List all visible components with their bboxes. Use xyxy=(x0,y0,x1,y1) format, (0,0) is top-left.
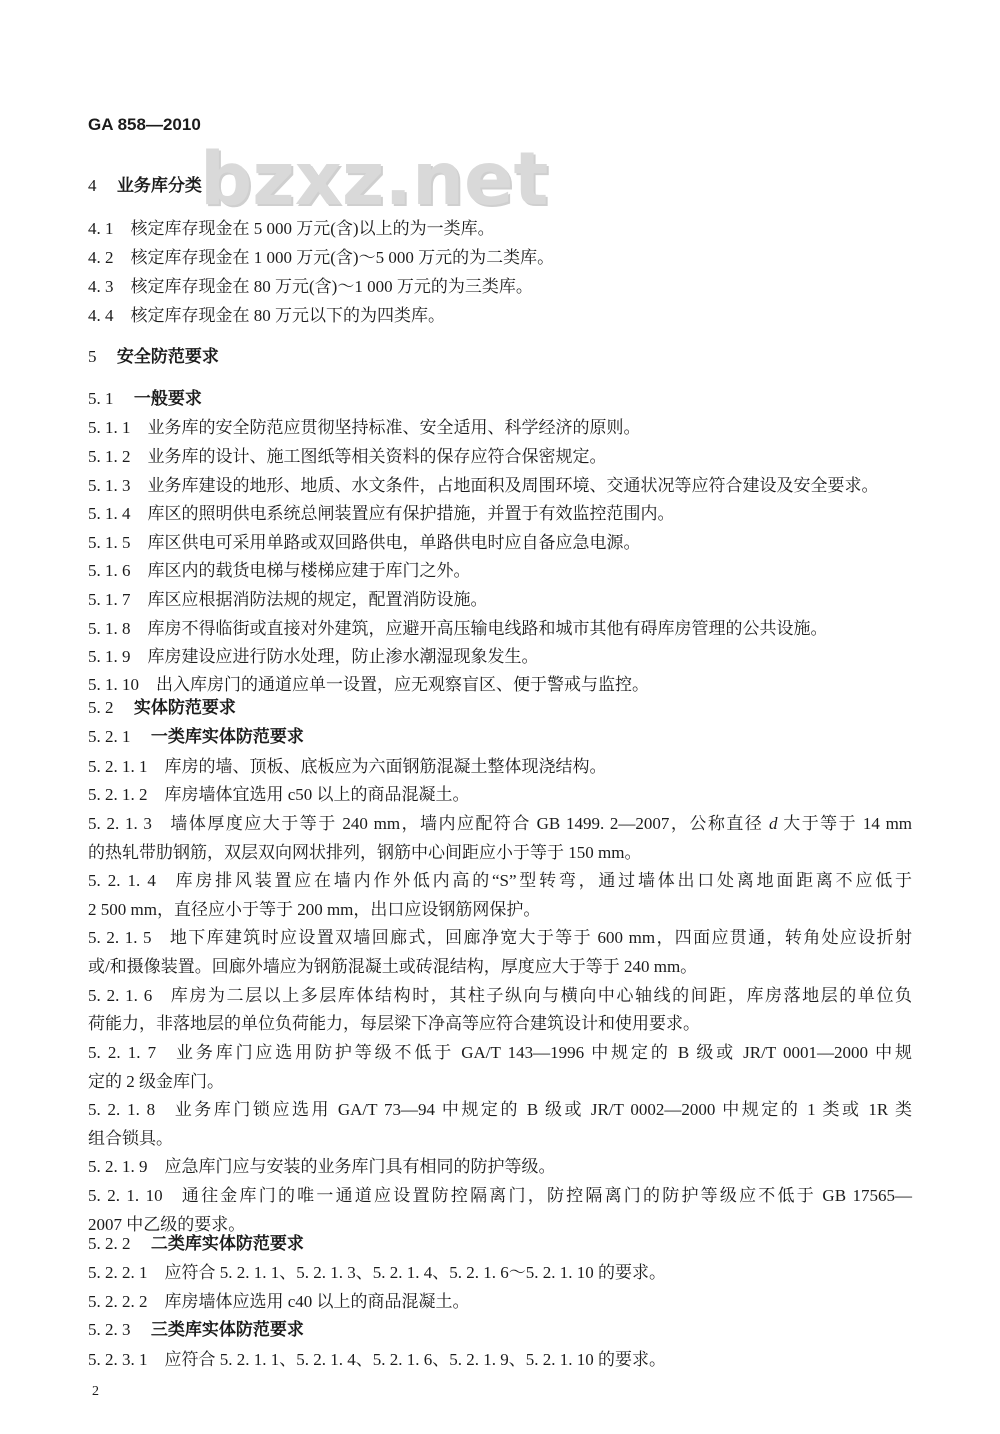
clause-4-4 xyxy=(88,302,445,330)
section-heading-5-2 xyxy=(88,694,236,722)
clause-number: 4. 1 xyxy=(88,219,114,238)
clause-text: 2007 中乙级的要求。 xyxy=(88,1215,246,1234)
clause-text: 的热轧带肋钢筋，双层双向网状排列，钢筋中心间距应小于等于 150 mm。 xyxy=(88,843,642,862)
clause-text: 库区应根据消防法规的规定，配置消防设施。 xyxy=(147,590,488,609)
section-title: 三类库实体防范要求 xyxy=(150,1320,304,1340)
clause-text: 业务库建设的地形、地质、水文条件，占地面积及周围环境、交通状况等应符合建设及安全要求。 xyxy=(147,476,879,495)
clause-5-2-1-4 xyxy=(88,867,912,895)
clause-5-1-5 xyxy=(88,529,641,557)
clause-number: 5. 1. 6 xyxy=(88,561,131,580)
clause-5-2-2-1 xyxy=(88,1259,666,1287)
clause-5-2-1-9 xyxy=(88,1153,556,1181)
section-heading-4 xyxy=(88,172,202,200)
clause-number: 4. 3 xyxy=(88,277,114,296)
clause-4-3 xyxy=(88,273,533,301)
clause-number: 5. 2. 1. 9 xyxy=(88,1157,148,1176)
clause-text: 库房建设应进行防水处理，防止渗水潮湿现象发生。 xyxy=(147,647,539,666)
clause-text: 核定库存现金在 1 000 万元(含)～5 000 万元的为二类库。 xyxy=(130,248,555,267)
clause-text: 墙体厚度应大于等于 240 mm，墙内应配符合 GB 1499. 2—2007，公称直径 xyxy=(168,814,769,833)
clause-number: 5. 1. 5 xyxy=(88,533,131,552)
clause-text: 库房为二层以上多层库体结构时，其柱子纵向与横向中心轴线的间距，库房落地层的单位负 xyxy=(169,986,913,1005)
section-number: 5. 1 xyxy=(88,389,114,408)
clause-text: 通往金库门的唯一通道应设置防控隔离门，防控隔离门的防护等级应不低于 GB 17565— xyxy=(179,1186,913,1205)
clause-text: 业务库的安全防范应贯彻坚持标准、安全适用、科学经济的原则。 xyxy=(147,418,641,437)
clause-5-2-1-3-continued xyxy=(88,839,641,867)
section-title: 二类库实体防范要求 xyxy=(150,1234,304,1254)
clause-number: 5. 2. 1. 6 xyxy=(88,986,153,1005)
clause-number: 5. 2. 1. 3 xyxy=(88,814,152,833)
clause-number: 5. 1. 4 xyxy=(88,504,131,523)
clause-5-2-1-7-continued xyxy=(88,1068,224,1096)
clause-text: 核定库存现金在 80 万元以下的为四类库。 xyxy=(130,306,445,325)
section-title: 实体防范要求 xyxy=(133,698,236,718)
clause-number: 5. 1. 1 xyxy=(88,418,131,437)
clause-5-1-3 xyxy=(88,472,879,500)
section-heading-5-2-3 xyxy=(88,1316,304,1344)
clause-number: 5. 2. 2. 1 xyxy=(88,1263,148,1282)
clause-text: 业务库门锁应选用 GA/T 73—94 中规定的 B 级或 JR/T 0002—2000 中规定的 1 类或 1R 类 xyxy=(172,1100,913,1119)
clause-text: 库区的照明供电系统总闸装置应有保护措施，并置于有效监控范围内。 xyxy=(147,504,675,523)
clause-text: 库房排风装置应在墙内作外低内高的“S”型转弯，通过墙体出口处离地面距离不应低于 xyxy=(172,871,913,890)
clause-text: 组合锁具。 xyxy=(88,1129,173,1148)
clause-5-2-1-5 xyxy=(88,924,912,952)
standard-code-header: GA 858—2010 xyxy=(88,115,201,134)
section-title: 安全防范要求 xyxy=(116,347,219,367)
clause-text: 库房墙体宜选用 c50 以上的商品混凝土。 xyxy=(164,785,470,804)
clause-5-2-3-1 xyxy=(88,1346,666,1374)
clause-5-2-1-2 xyxy=(88,781,470,809)
clause-text: 库房墙体应选用 c40 以上的商品混凝土。 xyxy=(164,1292,470,1311)
clause-number: 5. 2. 1. 7 xyxy=(88,1043,157,1062)
section-title: 一类库实体防范要求 xyxy=(150,727,304,747)
clause-number: 5. 2. 2. 2 xyxy=(88,1292,148,1311)
section-number: 4 xyxy=(88,176,97,195)
clause-number: 5. 2. 3. 1 xyxy=(88,1350,148,1369)
clause-number: 4. 2 xyxy=(88,248,114,267)
clause-5-2-1-6 xyxy=(88,982,912,1010)
clause-5-1-1 xyxy=(88,414,641,442)
clause-5-1-4 xyxy=(88,500,675,528)
section-number: 5 xyxy=(88,347,97,366)
clause-text: 库区内的载货电梯与楼梯应建于库门之外。 xyxy=(147,561,471,580)
clause-number: 4. 4 xyxy=(88,306,114,325)
clause-5-2-1-7 xyxy=(88,1039,912,1067)
clause-text: 大于等于 14 mm xyxy=(777,814,913,833)
section-heading-5-2-2 xyxy=(88,1230,304,1258)
section-heading-5 xyxy=(88,343,219,371)
clause-5-2-1-1 xyxy=(88,753,607,781)
clause-number: 5. 1. 9 xyxy=(88,647,131,666)
clause-text: 库区供电可采用单路或双回路供电，单路供电时应自备应急电源。 xyxy=(147,533,641,552)
clause-4-2 xyxy=(88,244,554,272)
clause-text: 地下库建筑时应设置双墙回廊式，回廊净宽大于等于 600 mm，四面应贯通，转角处应设折射 xyxy=(168,928,913,947)
clause-number: 5. 1. 10 xyxy=(88,675,139,694)
clause-5-1-8 xyxy=(88,615,828,643)
watermark: bzxz.net xyxy=(200,137,549,222)
clause-text: 应符合 5. 2. 1. 1、5. 2. 1. 4、5. 2. 1. 6、5. 2. 1. 9、5. 2. 1. 10 的要求。 xyxy=(164,1350,666,1369)
clause-number: 5. 1. 7 xyxy=(88,590,131,609)
clause-5-1-9 xyxy=(88,643,539,671)
clause-number: 5. 2. 1. 2 xyxy=(88,785,148,804)
clause-text: 2 500 mm，直径应小于等于 200 mm，出口应设钢筋网保护。 xyxy=(88,900,541,919)
clause-text: 库房的墙、顶板、底板应为六面钢筋混凝土整体现浇结构。 xyxy=(164,757,607,776)
clause-number: 5. 2. 1. 8 xyxy=(88,1100,156,1119)
clause-text: 核定库存现金在 5 000 万元(含)以上的为一类库。 xyxy=(130,219,495,238)
diameter-symbol: d xyxy=(769,814,778,833)
clause-5-2-1-10 xyxy=(88,1182,912,1210)
page-number: 2 xyxy=(92,1384,99,1399)
clause-number: 5. 1. 3 xyxy=(88,476,131,495)
clause-text: 库房不得临街或直接对外建筑，应避开高压输电线路和城市其他有碍库房管理的公共设施。 xyxy=(147,619,828,638)
clause-number: 5. 2. 1. 5 xyxy=(88,928,152,947)
clause-text: 应符合 5. 2. 1. 1、5. 2. 1. 3、5. 2. 1. 4、5. 2. 1. 6～5. 2. 1. 10 的要求。 xyxy=(164,1263,666,1282)
clause-number: 5. 1. 2 xyxy=(88,447,131,466)
section-number: 5. 2. 1 xyxy=(88,727,131,746)
clause-number: 5. 2. 1. 4 xyxy=(88,871,156,890)
clause-text: 荷能力，非落地层的单位负荷能力，每层梁下净高等应符合建筑设计和使用要求。 xyxy=(88,1014,700,1033)
clause-5-1-6 xyxy=(88,557,471,585)
clause-5-2-1-6-continued xyxy=(88,1010,700,1038)
section-heading-5-2-1 xyxy=(88,723,304,751)
clause-text: 业务库的设计、施工图纸等相关资料的保存应符合保密规定。 xyxy=(147,447,607,466)
clause-5-1-2 xyxy=(88,443,607,471)
clause-text: 核定库存现金在 80 万元(含)～1 000 万元的为三类库。 xyxy=(130,277,533,296)
section-heading-5-1 xyxy=(88,385,202,413)
clause-5-2-1-5-continued xyxy=(88,953,697,981)
section-title: 一般要求 xyxy=(133,389,202,409)
section-number: 5. 2. 2 xyxy=(88,1234,131,1253)
clause-4-1 xyxy=(88,215,495,243)
clause-5-2-2-2 xyxy=(88,1288,470,1316)
clause-text: 或/和摄像装置。回廊外墙应为钢筋混凝土或砖混结构，厚度应大于等于 240 mm。 xyxy=(88,957,698,976)
section-title: 业务库分类 xyxy=(116,176,202,196)
clause-number: 5. 2. 1. 10 xyxy=(88,1186,163,1205)
clause-5-2-1-3 xyxy=(88,810,912,838)
clause-5-2-1-8 xyxy=(88,1096,912,1124)
clause-number: 5. 2. 1. 1 xyxy=(88,757,148,776)
clause-number: 5. 1. 8 xyxy=(88,619,131,638)
section-number: 5. 2. 3 xyxy=(88,1320,131,1339)
section-number: 5. 2 xyxy=(88,698,114,717)
clause-5-1-7 xyxy=(88,586,488,614)
clause-text: 定的 2 级金库门。 xyxy=(88,1072,224,1091)
clause-text: 出入库房门的通道应单一设置，应无观察盲区、便于警戒与监控。 xyxy=(156,675,649,694)
clause-5-2-1-4-continued xyxy=(88,896,540,924)
clause-text: 业务库门应选用防护等级不低于 GA/T 143—1996 中规定的 B 级或 JR/T 0001—2000 中规 xyxy=(173,1043,913,1062)
clause-5-2-1-8-continued xyxy=(88,1125,173,1153)
clause-text: 应急库门应与安装的业务库门具有相同的防护等级。 xyxy=(164,1157,556,1176)
